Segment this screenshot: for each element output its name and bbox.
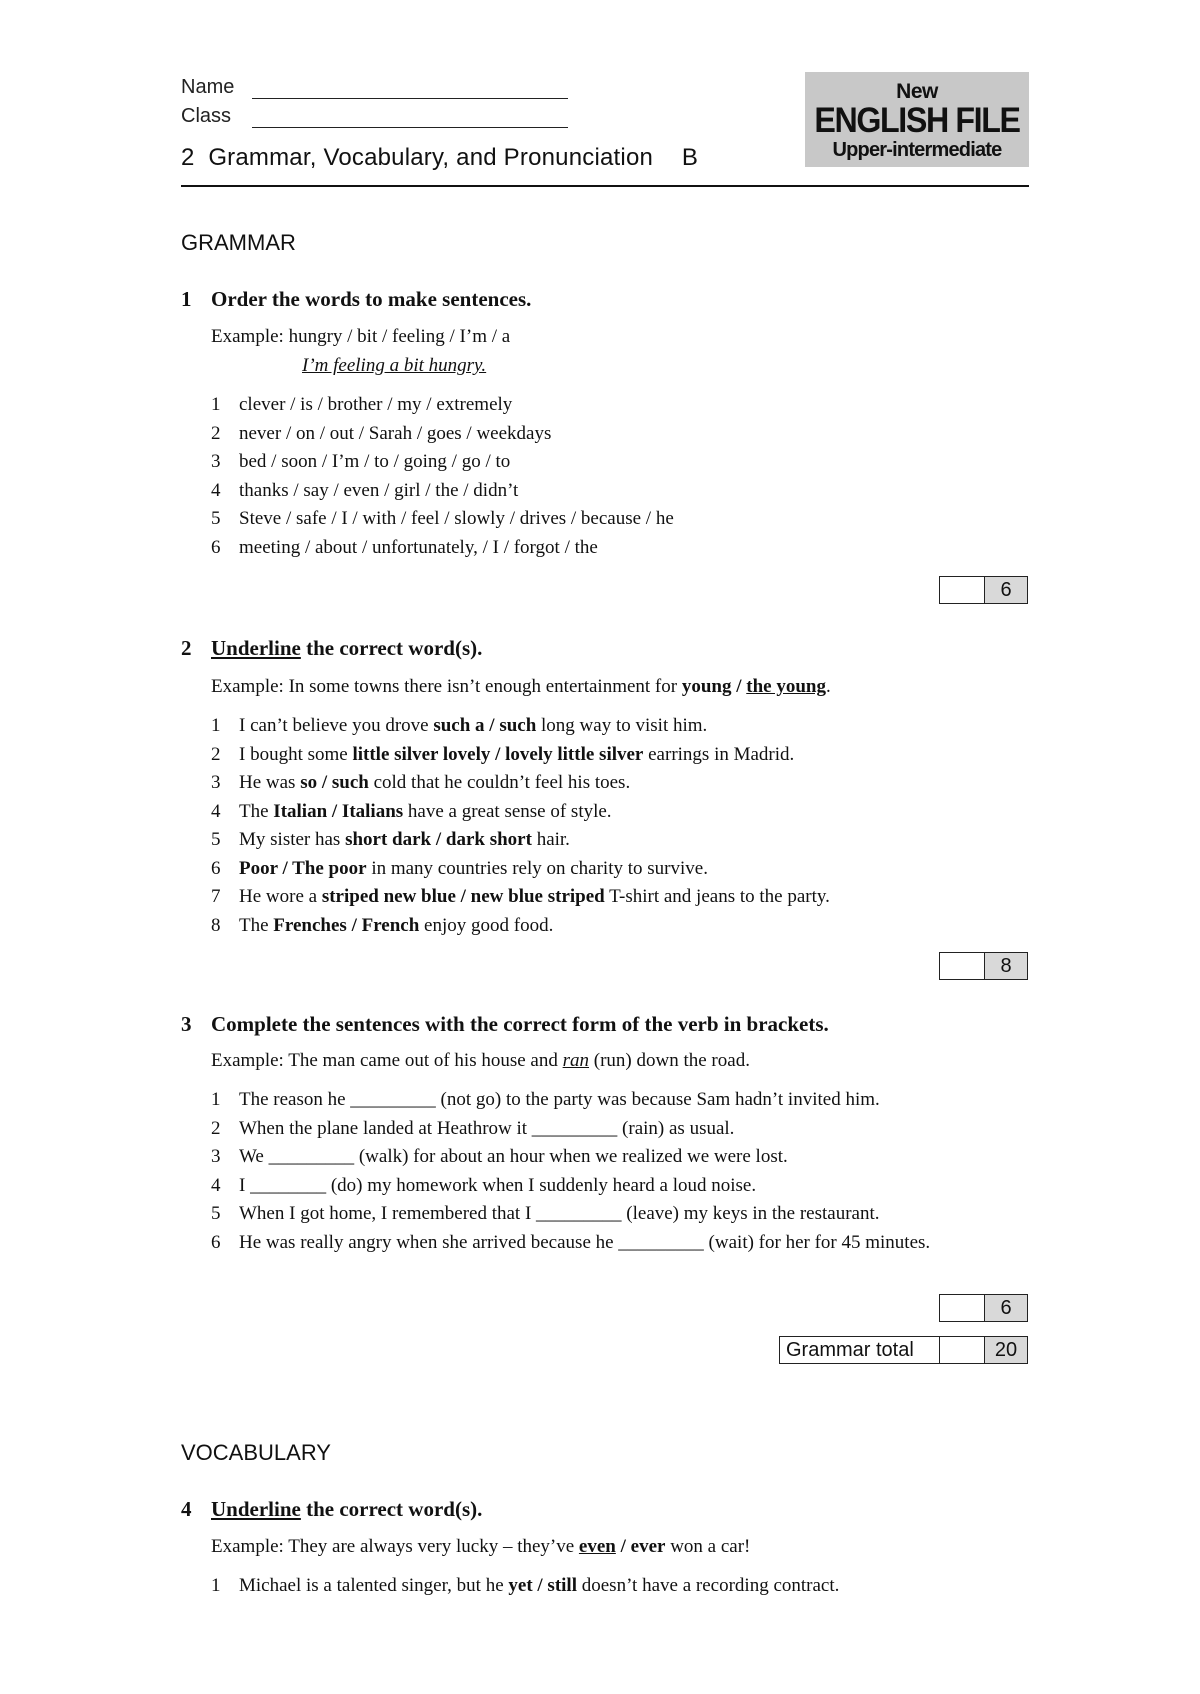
ex4-instruction-rest: the correct word(s). bbox=[300, 1497, 483, 1521]
ex3-score-box bbox=[939, 1294, 1028, 1322]
ex4-number: 4 bbox=[181, 1497, 192, 1521]
list-item: 1 I can’t believe you drove such a / such long way to visit him. bbox=[211, 715, 708, 736]
logo-line-english-file: ENGLISH FILE bbox=[814, 101, 1020, 140]
ex1-number: 1 bbox=[181, 287, 192, 311]
grammar-total-input[interactable] bbox=[940, 1337, 985, 1363]
ex2-score-box bbox=[939, 952, 1028, 980]
logo-line-level: Upper-intermediate bbox=[832, 139, 1002, 161]
list-item: 1 Michael is a talented singer, but he yet / still doesn’t have a recording contract. bbox=[211, 1575, 840, 1596]
ex3-instruction: Complete the sentences with the correct form of the verb in brackets. bbox=[211, 1012, 829, 1036]
list-item: 5 My sister has short dark / dark short hair. bbox=[211, 829, 570, 850]
list-item: 3 He was so / such cold that he couldn’t feel his toes. bbox=[211, 772, 631, 793]
ex2-instruction-rest: the correct word(s). bbox=[300, 636, 483, 660]
ex2-example-pre: In some towns there isn’t enough entertainment for bbox=[288, 676, 682, 697]
ex4-example bbox=[211, 1536, 750, 1558]
ex2-instruction-underline: Underline bbox=[211, 636, 301, 660]
ex3-example-post: (run) down the road. bbox=[589, 1050, 750, 1071]
ex2-score-max: 8 bbox=[985, 953, 1027, 979]
ex2-number: 2 bbox=[181, 636, 192, 660]
ex1-example-label: Example: bbox=[211, 326, 284, 347]
list-item: 3 bed / soon / I’m / to / going / go / to bbox=[211, 451, 511, 472]
ex4-title bbox=[181, 1497, 482, 1522]
list-item: 8 The Frenches / French enjoy good food. bbox=[211, 914, 554, 936]
title-text: Grammar, Vocabulary, and Pronunciation bbox=[208, 144, 654, 171]
ex3-score-input[interactable] bbox=[940, 1295, 985, 1321]
list-item: 5 When I got home, I remembered that I _________ (leave) my keys in the restaurant. bbox=[211, 1203, 880, 1224]
ex4-example-pre: They are always very lucky – they’ve bbox=[288, 1536, 579, 1557]
list-item: 3 We _________ (walk) for about an hour when we realized we were lost. bbox=[211, 1146, 788, 1167]
ex4-example-post: won a car! bbox=[665, 1536, 751, 1557]
ex1-example-answer-text: I’m feeling a bit hungry. bbox=[302, 355, 487, 376]
ex1-example-answer bbox=[302, 355, 486, 377]
list-item: 2 never / on / out / Sarah / goes / weekdays bbox=[211, 422, 552, 444]
list-item: 4 The Italian / Italians have a great sense of style. bbox=[211, 800, 612, 822]
list-item: 7 He wore a striped new blue / new blue striped T-shirt and jeans to the party. bbox=[211, 886, 830, 907]
title-number: 2 bbox=[181, 144, 195, 171]
logo-line-new: New bbox=[896, 80, 938, 103]
ex3-example-label: Example: bbox=[211, 1050, 284, 1071]
ex3-example-answer: ran bbox=[562, 1050, 590, 1071]
list-item: 1 clever / is / brother / my / extremely bbox=[211, 394, 513, 415]
list-item: 2 I bought some little silver lovely / lovely little silver earrings in Madrid. bbox=[211, 743, 795, 765]
ex3-example-pre: The man came out of his house and bbox=[288, 1050, 563, 1071]
ex2-title bbox=[181, 636, 482, 661]
english-file-logo bbox=[805, 72, 1029, 167]
ex2-score-input[interactable] bbox=[940, 953, 985, 979]
list-item: 1 The reason he _________ (not go) to the party was because Sam hadn’t invited him. bbox=[211, 1089, 880, 1110]
ex1-score-input[interactable] bbox=[940, 577, 985, 603]
name-field[interactable] bbox=[252, 98, 568, 99]
class-field[interactable] bbox=[252, 127, 568, 128]
ex2-example-opt2: the young bbox=[746, 676, 826, 697]
ex1-example-prompt: hungry / bit / feeling / I’m / a bbox=[288, 326, 511, 347]
name-label: Name bbox=[181, 76, 235, 98]
ex2-example-sep: / bbox=[731, 676, 747, 697]
list-item: 6 He was really angry when she arrived because he _________ (wait) for her for 45 minutes. bbox=[211, 1231, 931, 1253]
ex2-example bbox=[211, 676, 831, 698]
list-item: 6 Poor / The poor in many countries rely on charity to survive. bbox=[211, 857, 708, 879]
ex1-list bbox=[211, 391, 674, 562]
ex2-example-post: . bbox=[825, 676, 831, 697]
grammar-total-max: 20 bbox=[985, 1337, 1027, 1363]
ex1-example bbox=[211, 326, 510, 348]
ex3-title bbox=[181, 1012, 829, 1037]
ex3-number: 3 bbox=[181, 1012, 192, 1036]
ex4-example-opt2: ever bbox=[630, 1536, 666, 1557]
ex4-example-sep: / bbox=[615, 1536, 631, 1557]
ex2-list bbox=[211, 712, 830, 940]
ex4-list bbox=[211, 1572, 839, 1601]
header-rule bbox=[181, 185, 1029, 187]
ex3-score-max: 6 bbox=[985, 1295, 1027, 1321]
title-version: B bbox=[681, 144, 699, 171]
grammar-total-box bbox=[779, 1336, 1028, 1364]
ex4-example-label: Example: bbox=[211, 1536, 284, 1557]
ex2-example-opt1: young bbox=[681, 676, 732, 697]
grammar-heading: GRAMMAR bbox=[181, 230, 296, 255]
list-item: 2 When the plane landed at Heathrow it _________ (rain) as usual. bbox=[211, 1117, 735, 1139]
list-item: 6 meeting / about / unfortunately, / I / forgot / the bbox=[211, 536, 598, 558]
list-item: 4 thanks / say / even / girl / the / didn’t bbox=[211, 479, 519, 501]
page-title bbox=[181, 144, 698, 172]
ex4-example-opt1: even bbox=[578, 1536, 616, 1557]
grammar-total-label: Grammar total bbox=[780, 1337, 940, 1363]
ex1-instruction: Order the words to make sentences. bbox=[211, 287, 532, 311]
ex1-title bbox=[181, 287, 531, 312]
ex4-instruction-underline: Underline bbox=[211, 1497, 301, 1521]
list-item: 5 Steve / safe / I / with / feel / slowly / drives / because / he bbox=[211, 508, 674, 529]
list-item: 4 I ________ (do) my homework when I suddenly heard a loud noise. bbox=[211, 1174, 757, 1196]
vocabulary-heading: VOCABULARY bbox=[181, 1440, 331, 1465]
ex1-score-max: 6 bbox=[985, 577, 1027, 603]
ex3-list bbox=[211, 1086, 991, 1257]
ex2-example-label: Example: bbox=[211, 676, 284, 697]
class-label: Class bbox=[181, 105, 232, 127]
ex1-score-box bbox=[939, 576, 1028, 604]
ex3-example bbox=[211, 1050, 750, 1072]
